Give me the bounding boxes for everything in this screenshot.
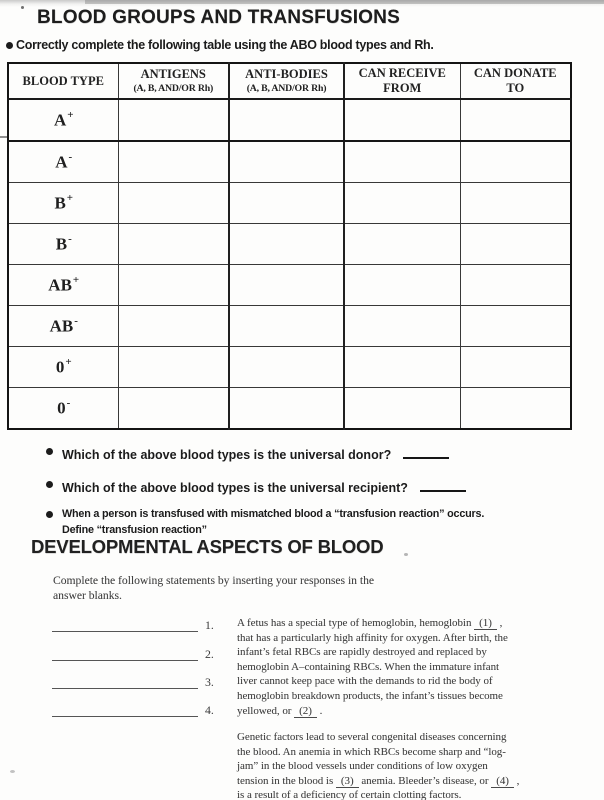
table-row bbox=[8, 224, 571, 265]
empty-cell bbox=[460, 388, 571, 430]
column-header-can-donate bbox=[460, 63, 571, 99]
blood-type-sign: + bbox=[66, 191, 74, 204]
table-row bbox=[8, 347, 571, 388]
instructions-line-1: Complete the following statements by inserting your responses in the bbox=[53, 574, 375, 587]
inline-answer-blank: (1) bbox=[474, 617, 497, 630]
empty-cell bbox=[118, 141, 229, 183]
column-header-label: ANTIGENS bbox=[140, 66, 206, 81]
inline-answer-blank: (2) bbox=[294, 705, 317, 718]
empty-cell bbox=[460, 99, 571, 141]
blood-type-sign: - bbox=[66, 396, 71, 409]
column-header-label: BLOOD TYPE bbox=[22, 73, 104, 88]
empty-cell bbox=[344, 347, 460, 388]
column-header-sublabel: (A, B, AND/OR Rh) bbox=[246, 82, 327, 94]
fill-in-paragraph-1: A fetus has a special type of hemoglobin, hemoglobin (1) , that has a particularly high affinity for oxygen. After birth, the infant’s fetal RBCs are rapidly destroyed and replaced by hemoglobin A–containing RBCs. When the immature infant liver cannot keep pace with the demands to rid the body of hemoglobin breakdown products, the infant’s tissues become yellowed, or (2) . bbox=[237, 617, 508, 717]
column-header-label: CAN DONATE bbox=[473, 66, 557, 80]
empty-cell bbox=[344, 183, 460, 224]
bullet-icon bbox=[46, 481, 53, 488]
section-instructions bbox=[53, 574, 374, 603]
blood-type-sign: + bbox=[67, 108, 74, 121]
empty-cell bbox=[460, 141, 571, 183]
intro-instruction-text: Correctly complete the following table using the ABO blood types and Rh. bbox=[16, 38, 434, 52]
intro-instruction bbox=[6, 38, 434, 52]
page-title: BLOOD GROUPS AND TRANSFUSIONS bbox=[37, 7, 400, 28]
empty-cell bbox=[229, 388, 344, 430]
blood-type-sign: - bbox=[68, 232, 72, 245]
blood-type-letter: AB bbox=[49, 316, 74, 336]
blood-type-letter: A bbox=[53, 110, 67, 130]
section-heading-developmental: DEVELOPMENTAL ASPECTS OF BLOOD bbox=[31, 536, 384, 557]
empty-cell bbox=[344, 388, 460, 430]
empty-cell bbox=[229, 224, 344, 265]
empty-cell bbox=[118, 306, 229, 347]
blood-table bbox=[7, 62, 572, 430]
question-text bbox=[62, 444, 449, 462]
empty-cell bbox=[229, 347, 344, 388]
scan-artifact bbox=[10, 770, 15, 773]
empty-cell bbox=[460, 265, 571, 306]
blood-type-label bbox=[8, 99, 118, 141]
empty-cell bbox=[344, 141, 460, 183]
empty-cell bbox=[118, 265, 229, 306]
blood-type-letter: B bbox=[55, 234, 68, 254]
answer-blank bbox=[403, 444, 449, 459]
question-transfusion-reaction bbox=[46, 507, 484, 538]
empty-cell bbox=[229, 306, 344, 347]
empty-cell bbox=[229, 265, 344, 306]
fill-in-paragraph-2: Genetic factors lead to several congenital diseases concerning the blood. An anemia in which RBCs become sharp and “log-jam” in the blood vessels under conditions of low oxygen tension in the blood is (3) anemia. Bleeder’s disease, or (4) , is a result of a deficiency of certain clotting factors. bbox=[237, 731, 520, 800]
empty-cell bbox=[118, 224, 229, 265]
table-row bbox=[8, 183, 571, 224]
column-header-label: CAN RECEIVE bbox=[358, 66, 446, 80]
instructions-line-2: answer blanks. bbox=[53, 588, 122, 602]
question-line-2: Define “transfusion reaction” bbox=[62, 523, 207, 536]
bullet-icon bbox=[46, 511, 53, 518]
blood-type-letter: 0 bbox=[55, 357, 65, 377]
blood-type-letter: B bbox=[54, 193, 66, 213]
answer-blank-number: 3. bbox=[205, 675, 214, 689]
empty-cell bbox=[229, 99, 344, 141]
empty-cell bbox=[460, 224, 571, 265]
table-row bbox=[8, 388, 571, 430]
blood-type-label bbox=[8, 183, 118, 224]
answer-blank-line bbox=[52, 631, 198, 632]
table-row bbox=[8, 265, 571, 306]
answer-blank-line bbox=[52, 688, 198, 689]
answer-blank-number: 4. bbox=[205, 703, 214, 717]
column-header-blood-type bbox=[8, 63, 118, 99]
empty-cell bbox=[118, 183, 229, 224]
column-header-sublabel: FROM bbox=[383, 81, 422, 95]
bullet-icon bbox=[6, 42, 13, 49]
scan-artifact bbox=[404, 553, 408, 556]
question-universal-recipient bbox=[46, 477, 466, 495]
answer-blank-line bbox=[52, 660, 198, 661]
inline-answer-blank: (4) bbox=[491, 775, 514, 788]
blood-type-letter: AB bbox=[48, 275, 72, 295]
bullet-icon bbox=[46, 448, 53, 455]
question-universal-donor bbox=[46, 444, 449, 462]
blood-type-label bbox=[8, 347, 118, 388]
empty-cell bbox=[344, 99, 460, 141]
question-label: Which of the above blood types is the universal recipient? bbox=[62, 481, 408, 495]
column-header-antigens bbox=[118, 63, 229, 99]
column-header-sublabel: TO bbox=[506, 81, 525, 95]
blood-type-letter: A bbox=[55, 152, 68, 172]
empty-cell bbox=[344, 265, 460, 306]
question-text bbox=[62, 477, 466, 495]
scan-artifact bbox=[0, 136, 7, 138]
table-row bbox=[8, 99, 571, 141]
table-header-row bbox=[8, 63, 571, 99]
column-header-can-receive bbox=[344, 63, 460, 99]
empty-cell bbox=[344, 224, 460, 265]
scan-artifact bbox=[85, 0, 604, 4]
question-line-1: When a person is transfused with mismatched blood a “transfusion reaction” occurs. bbox=[62, 508, 485, 520]
blood-type-sign: - bbox=[74, 314, 78, 327]
answer-blank bbox=[420, 477, 466, 492]
blood-type-sign: + bbox=[72, 273, 80, 286]
inline-answer-blank: (3) bbox=[336, 775, 359, 788]
question-text bbox=[62, 507, 484, 538]
column-header-sublabel: (A, B, AND/OR Rh) bbox=[133, 82, 214, 94]
blood-type-label bbox=[8, 141, 118, 183]
empty-cell bbox=[229, 141, 344, 183]
table-row bbox=[8, 141, 571, 183]
answer-blank-line bbox=[52, 716, 198, 717]
blood-type-label bbox=[8, 388, 118, 430]
empty-cell bbox=[460, 183, 571, 224]
blood-type-label bbox=[8, 306, 118, 347]
answer-blank-number: 1. bbox=[205, 618, 214, 632]
blood-type-label bbox=[8, 224, 118, 265]
blood-type-letter: 0 bbox=[57, 398, 66, 418]
empty-cell bbox=[229, 183, 344, 224]
table-row bbox=[8, 306, 571, 347]
empty-cell bbox=[344, 306, 460, 347]
empty-cell bbox=[460, 347, 571, 388]
blood-type-sign: + bbox=[65, 355, 72, 368]
question-label: Which of the above blood types is the universal donor? bbox=[62, 448, 392, 462]
empty-cell bbox=[118, 388, 229, 430]
empty-cell bbox=[118, 99, 229, 141]
scan-artifact bbox=[21, 6, 24, 9]
empty-cell bbox=[118, 347, 229, 388]
answer-blank-number: 2. bbox=[205, 647, 214, 661]
blood-type-sign: - bbox=[68, 150, 73, 163]
empty-cell bbox=[460, 306, 571, 347]
column-header-label: ANTI-BODIES bbox=[245, 66, 328, 81]
blood-type-label bbox=[8, 265, 118, 306]
column-header-antibodies bbox=[229, 63, 344, 99]
